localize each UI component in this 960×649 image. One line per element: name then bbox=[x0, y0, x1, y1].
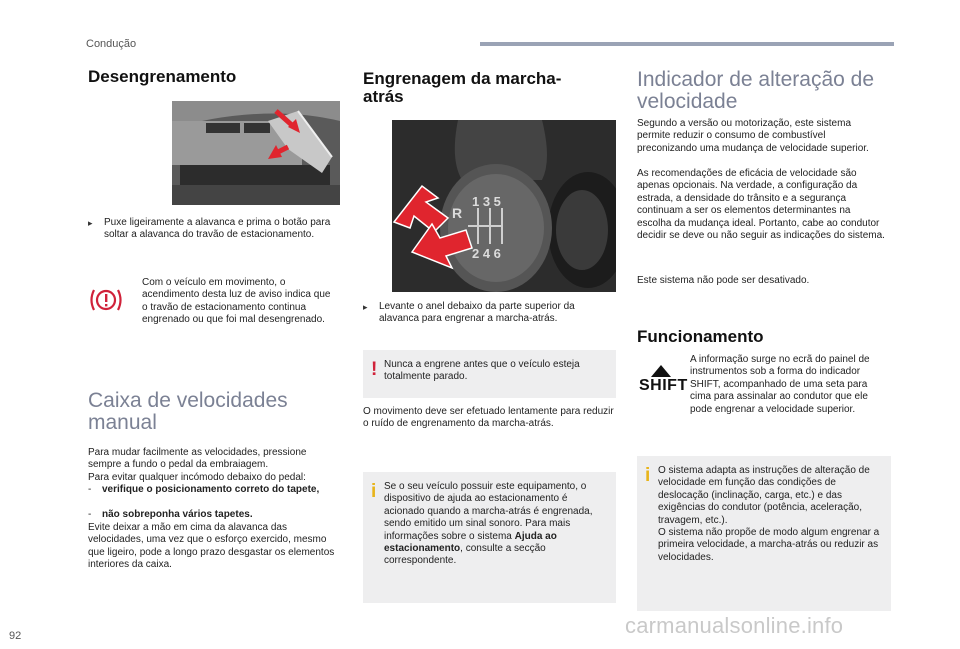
func-text: A informação surge no ecrã do painel de instrumentos sob a forma do indicador SHIFT, acompanhado de uma seta para cima para assinalar ao condutor que ele pode engrenar a velocidade superior. bbox=[690, 354, 870, 415]
knob-top-label: 1 3 5 bbox=[472, 194, 501, 209]
gearbox-outro: Evite deixar a mão em cima da alavanca das velocidades, uma vez que o esforço exercido, mesmo que ligeiro, pode a longo prazo desgastar os elementos interiores da caixa. bbox=[88, 522, 335, 571]
info-box-shift bbox=[637, 456, 891, 611]
exclamation-icon: ! bbox=[371, 359, 378, 380]
gear-knob-illustration bbox=[392, 120, 616, 292]
indicator-para-3: Este sistema não pode ser desativado. bbox=[637, 275, 810, 286]
indicator-para-1: Segundo a versão ou motorização, este sistema permite reduzir o consumo de combustível preconizando uma mudança de velocidade superior. bbox=[637, 118, 869, 154]
parking-brake-warning-icon bbox=[89, 286, 123, 319]
title-desengrenamento: Desengrenamento bbox=[88, 67, 237, 86]
shift-indicator-icon bbox=[638, 363, 688, 403]
gearbox-intro: Para mudar facilmente as velocidades, pressione sempre a fundo o pedal da embraiagem. bbox=[88, 447, 307, 471]
knob-bottom-label: 2 4 6 bbox=[472, 246, 501, 261]
title-funcionamento: Funcionamento bbox=[637, 327, 764, 346]
warning-text: Com o veículo em movimento, o acendimento desta luz de aviso indica que o travão de estacionamento continua engrenado ou que foi mal desengrenado. bbox=[142, 277, 331, 326]
shift-label: SHIFT bbox=[639, 377, 688, 394]
photo-parking-brake bbox=[172, 101, 340, 205]
bullet-lift-ring bbox=[363, 301, 616, 331]
watermark: carmanualsonline.info bbox=[625, 613, 844, 638]
knob-r-label: R bbox=[452, 205, 463, 221]
header-bar bbox=[480, 42, 894, 46]
info-text: Se o seu veículo possuir este equipamento, o dispositivo de ajuda ao estacionamento é acionado quando a marcha-atrás é engrenada, sendo emitido um sinal sonoro. Para mais informações sobre o sistema Ajuda ao estacionamento, consulte a secção correspondente. bbox=[384, 481, 593, 567]
photo-gear-knob bbox=[392, 120, 616, 292]
gearbox-item-1-text: verifique o posicionamento correto do tapete, bbox=[102, 484, 320, 495]
reverse-para: O movimento deve ser efetuado lentamente para reduzir o ruído de engrenamento da marcha-atrás. bbox=[363, 406, 614, 430]
title-caixa-velocidades: Caixa de velocidades manual bbox=[88, 389, 288, 434]
page-number: 92 bbox=[9, 630, 22, 642]
warning-text: Nunca a engrene antes que o veículo esteja totalmente parado. bbox=[384, 359, 580, 383]
gearbox-item-2-text: não sobreponha vários tapetes. bbox=[102, 509, 253, 520]
bullet-release bbox=[88, 217, 340, 257]
bullet-text: Levante o anel debaixo da parte superior da alavanca para engrenar a marcha-atrás. bbox=[379, 301, 575, 325]
info-text: O sistema adapta as instruções de alteração de velocidade em função das condições de deslocação (inclinação, carga, etc.) e das exigências do condutor (potência, aceleração, travagem, etc.). O sistema não propõe de modo algum engrenar a primeira velocidade, a marcha-atrás ou reduzir as velocidades. bbox=[658, 465, 880, 563]
info-box-parking-aid bbox=[363, 472, 616, 603]
header-label: Condução bbox=[86, 38, 137, 50]
info-icon: i bbox=[645, 465, 651, 486]
title-marcha-atras: Engrenagem da marcha-atrás bbox=[363, 69, 562, 106]
triangle-bullet-icon: ▸ bbox=[88, 218, 93, 228]
title-indicador: Indicador de alteração de velocidade bbox=[637, 68, 874, 113]
warning-box bbox=[363, 350, 616, 398]
parking-brake-illustration bbox=[172, 101, 340, 205]
info-icon: i bbox=[371, 481, 377, 502]
bullet-text: Puxe ligeiramente a alavanca e prima o botão para soltar a alavanca do travão de estacionamento. bbox=[104, 217, 331, 241]
triangle-bullet-icon: ▸ bbox=[363, 302, 368, 312]
gearbox-lead: Para evitar qualquer incómodo debaixo do pedal: bbox=[88, 472, 306, 483]
indicator-para-2: As recomendações de eficácia de velocidade são apenas opcionais. Na verdade, a configuração da estrada, a densidade do trânsito e a segurança continuam a ser os elementos determinantes na escolha da mudança ideal. Portanto, cabe ao condutor decidir se deve ou não seguir as indicações do sistema. bbox=[637, 168, 885, 242]
